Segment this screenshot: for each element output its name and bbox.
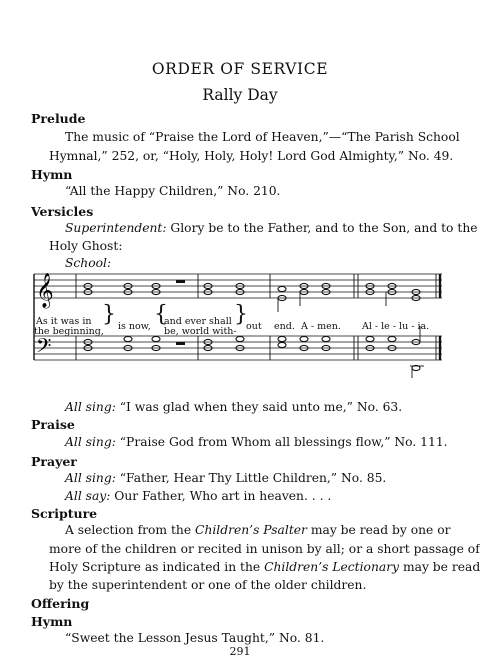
prayer-sing-text: “Father, Hear Thy Little Children,” No. 85. xyxy=(115,471,387,485)
scripture-line-2: more of the children or recited in unison by all; or a short passage of xyxy=(49,542,480,556)
bass-rest xyxy=(176,342,185,345)
all-sing-label-1: All sing: xyxy=(65,400,116,414)
prayer-say-line xyxy=(65,487,331,506)
all-sing-label-2: All sing: xyxy=(65,435,116,449)
versicle-response-line xyxy=(65,398,402,417)
prayer-sing-line xyxy=(65,469,386,488)
page-subtitle: Rally Day xyxy=(202,86,278,104)
hymn-heading-2: Hymn xyxy=(31,614,73,629)
bass-notes xyxy=(84,336,420,370)
lyric-amen: A - men. xyxy=(301,321,341,332)
lyric-the-beginning: the beginning, xyxy=(34,326,104,337)
lyric-out: out xyxy=(246,321,262,332)
versicles-line-2: Holy Ghost: xyxy=(49,239,123,253)
lyric-be-world-with: be, world with- xyxy=(164,326,237,337)
lyric-as-it-was-in: As it was in xyxy=(36,316,92,327)
scripture-heading: Scripture xyxy=(31,506,98,521)
prelude-line-1: The music of “Praise the Lord of Heaven,”—“The Parish School xyxy=(65,130,460,144)
praise-line xyxy=(65,433,448,452)
prelude-heading: Prelude xyxy=(31,111,86,126)
school-label: School: xyxy=(65,256,112,270)
treble-rest xyxy=(176,280,185,283)
final-barline xyxy=(436,274,440,360)
hymn-line-2: “Sweet the Lesson Jesus Taught,” No. 81. xyxy=(65,631,325,645)
versicles-text-1: Glory be to the Father, and to the Son, and to the xyxy=(166,221,478,235)
lyric-and-ever-shall: and ever shall xyxy=(164,316,232,327)
childrens-lectionary-title: Children’s Lectionary xyxy=(264,560,400,574)
praise-heading: Praise xyxy=(31,417,75,432)
scripture-text-3a: Holy Scripture as indicated in the xyxy=(49,560,265,574)
versicles-line-1 xyxy=(65,219,478,238)
praise-text: “Praise God from Whom all blessings flow,” No. 111. xyxy=(115,435,448,449)
scripture-text-3c: may be read xyxy=(399,560,480,574)
versicles-heading: Versicles xyxy=(31,204,94,219)
scripture-text-1c: may be read by one or xyxy=(306,523,451,537)
bass-staff xyxy=(34,336,442,360)
prayer-say-text: Our Father, Who art in heaven. . . . xyxy=(110,489,332,503)
all-sing-label-3: All sing: xyxy=(65,471,116,485)
treble-clef-icon: 𝄞 xyxy=(36,273,54,308)
lyric-end: end. xyxy=(274,321,295,332)
page-number: 291 xyxy=(229,645,251,658)
lyric-is-now: is now, xyxy=(118,321,151,332)
scripture-line-1 xyxy=(65,521,451,540)
prelude-line-2: Hymnal,” 252, or, “Holy, Holy, Holy! Lord God Almighty,” No. 49. xyxy=(49,149,454,163)
prayer-heading: Prayer xyxy=(31,454,77,469)
bass-clef-icon: 𝄢 xyxy=(36,334,52,362)
music-score xyxy=(30,266,450,378)
page-title: ORDER OF SERVICE xyxy=(151,60,329,78)
lyric-brace-right-2: } xyxy=(234,302,248,327)
all-say-label: All say: xyxy=(65,489,111,503)
hymn-line-1: “All the Happy Children,” No. 210. xyxy=(65,184,281,198)
childrens-psalter-title: Children’s Psalter xyxy=(195,523,307,537)
offering-heading: Offering xyxy=(31,596,90,611)
hymn-heading-1: Hymn xyxy=(31,167,73,182)
lyric-alleluia: Al - le - lu - ia. xyxy=(362,321,430,332)
lyric-brace-right-1: } xyxy=(102,302,116,327)
scripture-line-3 xyxy=(49,558,480,577)
scripture-text-1a: A selection from the xyxy=(65,523,196,537)
lyrics xyxy=(34,302,429,337)
superintendent-label: Superintendent: xyxy=(65,221,167,235)
scripture-line-4: by the superintendent or one of the older children. xyxy=(49,578,367,592)
versicle-response-text: “I was glad when they said unto me,” No. 63. xyxy=(115,400,403,414)
lyric-brace-left: { xyxy=(154,302,168,327)
